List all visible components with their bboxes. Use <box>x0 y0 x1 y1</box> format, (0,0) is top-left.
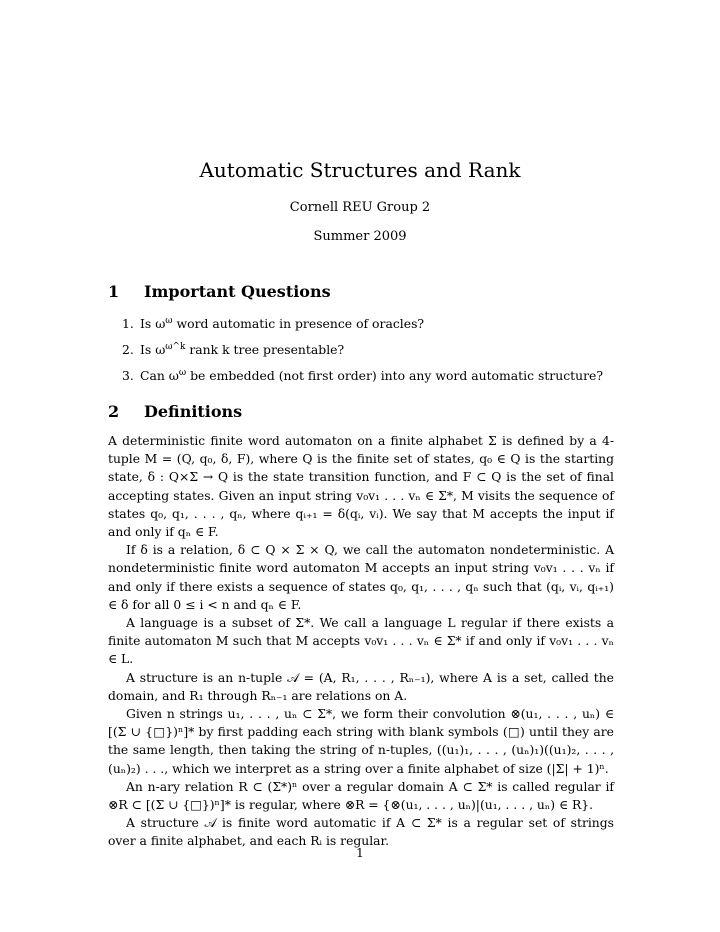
paragraph-regular-relation: An n-ary relation R ⊂ (Σ*)ⁿ over a regular domain A ⊂ Σ* is called regular if ⊗R ⊂ [(Σ ∪ {□})ⁿ]* is regular, where ⊗R = {⊗(u₁, . . . , uₙ)|(u₁, . . . , uₙ) ∈ R}. <box>108 779 614 813</box>
page-number: 1 <box>356 846 364 860</box>
section-title: Important Questions <box>144 282 331 301</box>
paragraph-language: A language is a subset of Σ*. We call a language L regular if there exists a finite automaton M such that M accepts v₀v₁ . . . vₙ ∈ Σ* if and only if v₀v₁ . . . vₙ ∈ L. <box>108 616 614 667</box>
section-heading-2 <box>108 402 242 421</box>
definitions-body <box>108 432 614 851</box>
paragraph-automatic-structure: A structure 𝒜 is finite word automatic if A ⊂ Σ* is a regular set of strings over a finite alphabet, and each Rᵢ is regular. <box>108 816 614 849</box>
question-item: 2. Is $\omega^{\omega\^{}k}$ rank k tree presentable? <box>122 341 345 357</box>
paragraph-structure: A structure is an n-tuple 𝒜 = (A, R₁, . . . , Rₙ₋₁), where A is a set, called the domain, and R₁ through Rₙ₋₁ are relations on A. <box>108 670 614 703</box>
question-item: 1. Is $\omega^\omega$ word automatic in presence of oracles? <box>122 315 425 331</box>
section-number: 1 <box>108 282 120 301</box>
section-heading-1 <box>108 282 331 301</box>
paper-title: Automatic Structures and Rank <box>199 158 521 182</box>
section-title: Definitions <box>144 402 243 421</box>
question-item: 3. Can $\omega^\omega$ be embedded (not first order) into any word automatic structure? <box>122 367 603 383</box>
author-line: Cornell REU Group 2 <box>289 200 431 215</box>
paragraph-convolution: Given n strings u₁, . . . , uₙ ⊂ Σ*, we form their convolution ⊗(u₁, . . . , uₙ) ∈ [(Σ ∪ {□})ⁿ]* by first padding each string with blank symbols (□) until they are the same length, then taking the string of n-tuples, ((u₁)₁, . . . , (uₙ)₁)((u₁)₂, . . . , (uₙ)₂) . . ., which we interpret as a string over a finite alphabet of size (|Σ| + 1)ⁿ. <box>108 707 614 776</box>
section-number: 2 <box>108 402 120 421</box>
date-line: Summer 2009 <box>313 229 407 244</box>
paragraph-nfa: If δ is a relation, δ ⊂ Q × Σ × Q, we call the automaton nondeterministic. A nondeterministic finite word automaton M accepts an input string v₀v₁ . . . vₙ if and only if there exists a sequence of states q₀, q₁, . . . , qₙ such that (qᵢ, vᵢ, qᵢ₊₁) ∈ δ for all 0 ≤ i < n and qₙ ∈ F. <box>108 543 614 612</box>
paragraph-dfa: A deterministic finite word automaton on a finite alphabet Σ is defined by a 4-tuple M = (Q, q₀, δ, F), where Q is the finite set of states, q₀ ∈ Q is the starting state, δ : Q×Σ → Q is the state transition function, and F ⊂ Q is the set of final accepting states. Given an input string v₀v₁ . . . vₙ ∈ Σ*, M visits the sequence of states q₀, q₁, . . . , qₙ, where qᵢ₊₁ = δ(qᵢ, vᵢ). We say that M accepts the input if and only if qₙ ∈ F. <box>108 434 614 540</box>
